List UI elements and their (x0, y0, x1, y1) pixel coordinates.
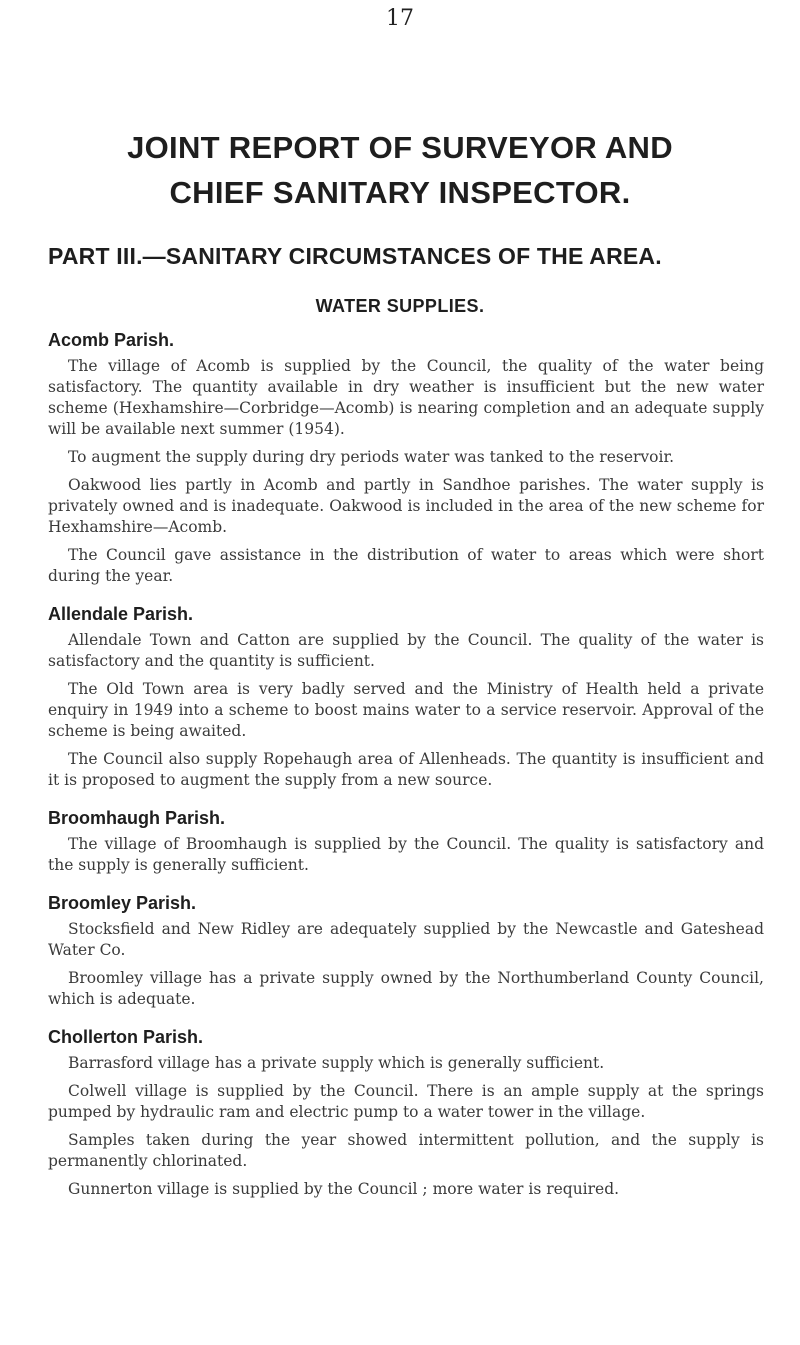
paragraph: Samples taken during the year showed intermittent pollution, and the supply is permanently chlorinated. (48, 1131, 764, 1170)
parish-heading-broomhaugh: Broomhaugh Parish. (48, 808, 226, 828)
paragraph: Stocksfield and New Ridley are adequately supplied by the Newcastle and Gateshead Water Co. (48, 920, 764, 959)
report-title-line-2: CHIEF SANITARY INSPECTOR. (169, 175, 631, 210)
paragraph: Barrasford village has a private supply which is generally sufficient. (68, 1054, 605, 1072)
paragraph: The Council gave assistance in the distribution of water to areas which were short during the year. (48, 546, 764, 585)
parish-heading-chollerton: Chollerton Parish. (48, 1027, 204, 1047)
report-title-line-1: JOINT REPORT OF SURVEYOR AND (127, 130, 673, 165)
paragraph: The village of Acomb is supplied by the Council, the quality of the water being satisfactory. The quantity available in dry weather is insufficient but the new water scheme (Hexhamshire—Corbridge—Acomb) is nearing completion and an adequate supply will be available next summer (1954). (48, 357, 764, 438)
paragraph: The Council also supply Ropehaugh area of Allenheads. The quantity is insufficient and it is proposed to augment the supply from a new source. (48, 750, 764, 789)
section-heading: WATER SUPPLIES. (315, 296, 485, 316)
body-text (48, 328, 764, 1207)
paragraph: The village of Broomhaugh is supplied by the Council. The quality is satisfactory and the supply is generally sufficient. (48, 835, 764, 874)
parish-heading-broomley: Broomley Parish. (48, 893, 197, 913)
paragraph: Allendale Town and Catton are supplied by the Council. The quality of the water is satisfactory and the quantity is sufficient. (48, 631, 764, 670)
paragraph: Gunnerton village is supplied by the Council ; more water is required. (68, 1180, 620, 1198)
page-number: 17 (386, 6, 414, 31)
part-heading: PART III.—SANITARY CIRCUMSTANCES OF THE AREA. (48, 243, 662, 269)
paragraph: Oakwood lies partly in Acomb and partly in Sandhoe parishes. The water supply is privately owned and is inadequate. Oakwood is included in the area of the new scheme for Hexhamshire—Acomb. (48, 476, 764, 536)
parish-heading-acomb: Acomb Parish. (48, 330, 175, 350)
paragraph: Broomley village has a private supply owned by the Northumberland County Council, which is adequate. (48, 969, 764, 1008)
paragraph: Colwell village is supplied by the Council. There is an ample supply at the springs pumped by hydraulic ram and electric pump to a water tower in the village. (48, 1082, 764, 1121)
paragraph: To augment the supply during dry periods water was tanked to the reservoir. (68, 448, 675, 466)
paragraph: The Old Town area is very badly served and the Ministry of Health held a private enquiry in 1949 into a scheme to boost mains water to a service reservoir. Approval of the scheme is being awaited. (48, 680, 764, 740)
parish-heading-allendale: Allendale Parish. (48, 604, 194, 624)
